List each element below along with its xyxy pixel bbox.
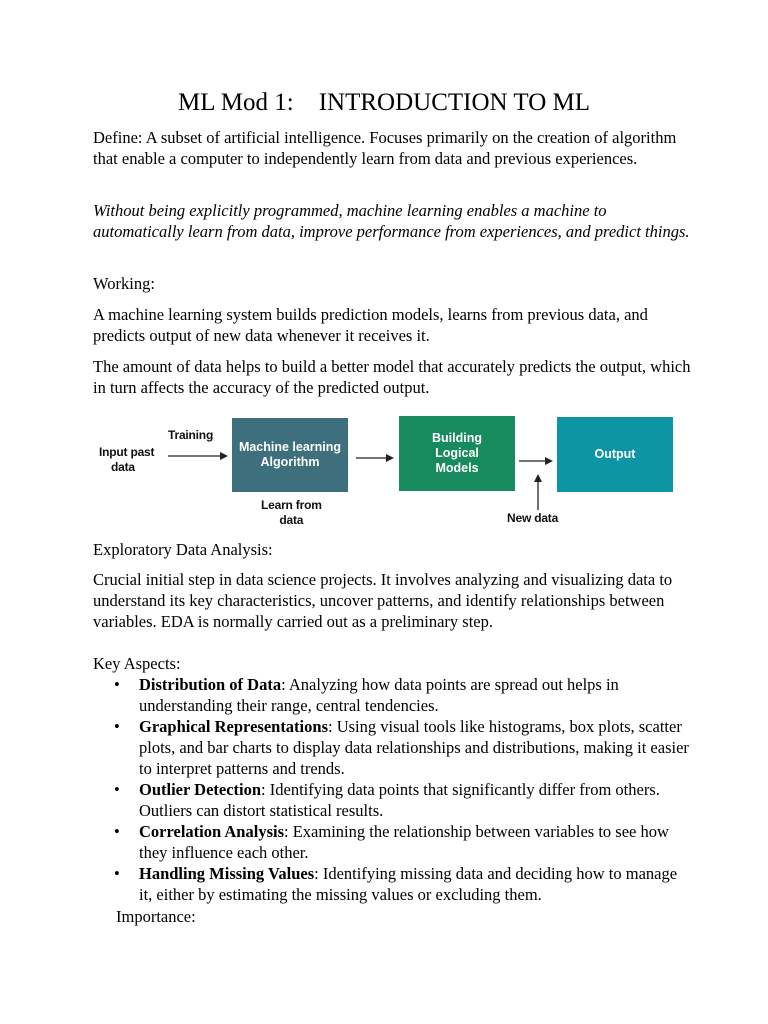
training-label: Training (168, 428, 214, 442)
new-data-label: New data (507, 511, 559, 525)
working-heading: Working: (93, 274, 155, 293)
list-item (93, 716, 693, 779)
ml-algorithm-line-1: Machine learning (238, 440, 342, 454)
define-paragraph: Define: A subset of artificial intelligence. Focuses primarily on the creation of algorithm that enable a computer to independently learn from data and previous experiences. (93, 128, 677, 168)
learn-from-data-label (261, 498, 322, 528)
output-label: Output (594, 447, 636, 461)
bullet-term: Handling Missing Values (139, 864, 315, 883)
list-item (93, 674, 693, 716)
list-item (93, 821, 693, 863)
input-past-data-label (99, 445, 154, 475)
key-aspects-heading: Key Aspects: (93, 654, 181, 673)
bullet-icon: • (114, 675, 120, 694)
arrow-to-output-icon (519, 455, 553, 467)
list-item (93, 863, 693, 905)
new-data-arrow-icon (532, 474, 544, 510)
page-title: ML Mod 1: INTRODUCTION TO ML (177, 89, 591, 116)
bullet-icon: • (114, 864, 120, 883)
key-aspects-list (93, 674, 693, 905)
bullet-text: : Analyzing how data points are spread out helps in understanding their range, central tendencies. (139, 675, 619, 715)
eda-heading: Exploratory Data Analysis: (93, 540, 273, 559)
bullet-icon: • (114, 780, 120, 799)
learn-label-line-1: Learn from (261, 498, 322, 512)
ml-process-diagram (93, 412, 683, 532)
bullet-text: : Using visual tools like histograms, box plots, scatter plots, and bar charts to display data relationships and distributions, making it easier to interpret patterns and trends. (139, 717, 689, 778)
ml-algorithm-line-2: Algorithm (260, 455, 320, 469)
output-box (557, 417, 673, 492)
italic-quote: Without being explicitly programmed, machine learning enables a machine to automatically learn from data, improve performance from experiences, and predict things. (93, 201, 690, 241)
learn-label-line-2: data (279, 513, 304, 527)
bullet-term: Distribution of Data (139, 675, 282, 694)
training-arrow-icon (168, 450, 228, 462)
working-paragraph-1: A machine learning system builds prediction models, learns from previous data, and predicts output of new data whenever it receives it. (93, 305, 648, 345)
importance-heading: Importance: (116, 907, 196, 926)
input-label-line-2: data (111, 460, 135, 474)
models-line-1: Building (432, 431, 482, 445)
bullet-term: Graphical Representations (139, 717, 328, 736)
ml-algorithm-box (232, 418, 348, 492)
bullet-icon: • (114, 822, 120, 841)
working-paragraph-2: The amount of data helps to build a better model that accurately predicts the output, which in turn affects the accuracy of the predicted output. (93, 357, 691, 397)
list-item (93, 779, 693, 821)
models-line-2: Logical (435, 446, 479, 460)
building-logical-models-box (399, 416, 515, 491)
bullet-text: : Examining the relationship between variables to see how they influence each other. (139, 822, 669, 862)
models-line-3: Models (435, 461, 479, 475)
bullet-icon: • (114, 717, 120, 736)
input-label-line-1: Input past (99, 445, 155, 459)
eda-paragraph: Crucial initial step in data science projects. It involves analyzing and visualizing data to understand its key characteristics, uncover patterns, and identify relationships between variables. EDA is normally carried out as a preliminary step. (93, 570, 673, 631)
bullet-text: : Identifying missing data and deciding how to manage it, either by estimating the missing values or excluding them. (139, 864, 678, 904)
bullet-text: : Identifying data points that significantly differ from others. Outliers can distort statistical results. (139, 780, 660, 820)
arrow-to-models-icon (356, 452, 394, 464)
bullet-term: Outlier Detection (139, 780, 262, 799)
bullet-term: Correlation Analysis (139, 822, 284, 841)
